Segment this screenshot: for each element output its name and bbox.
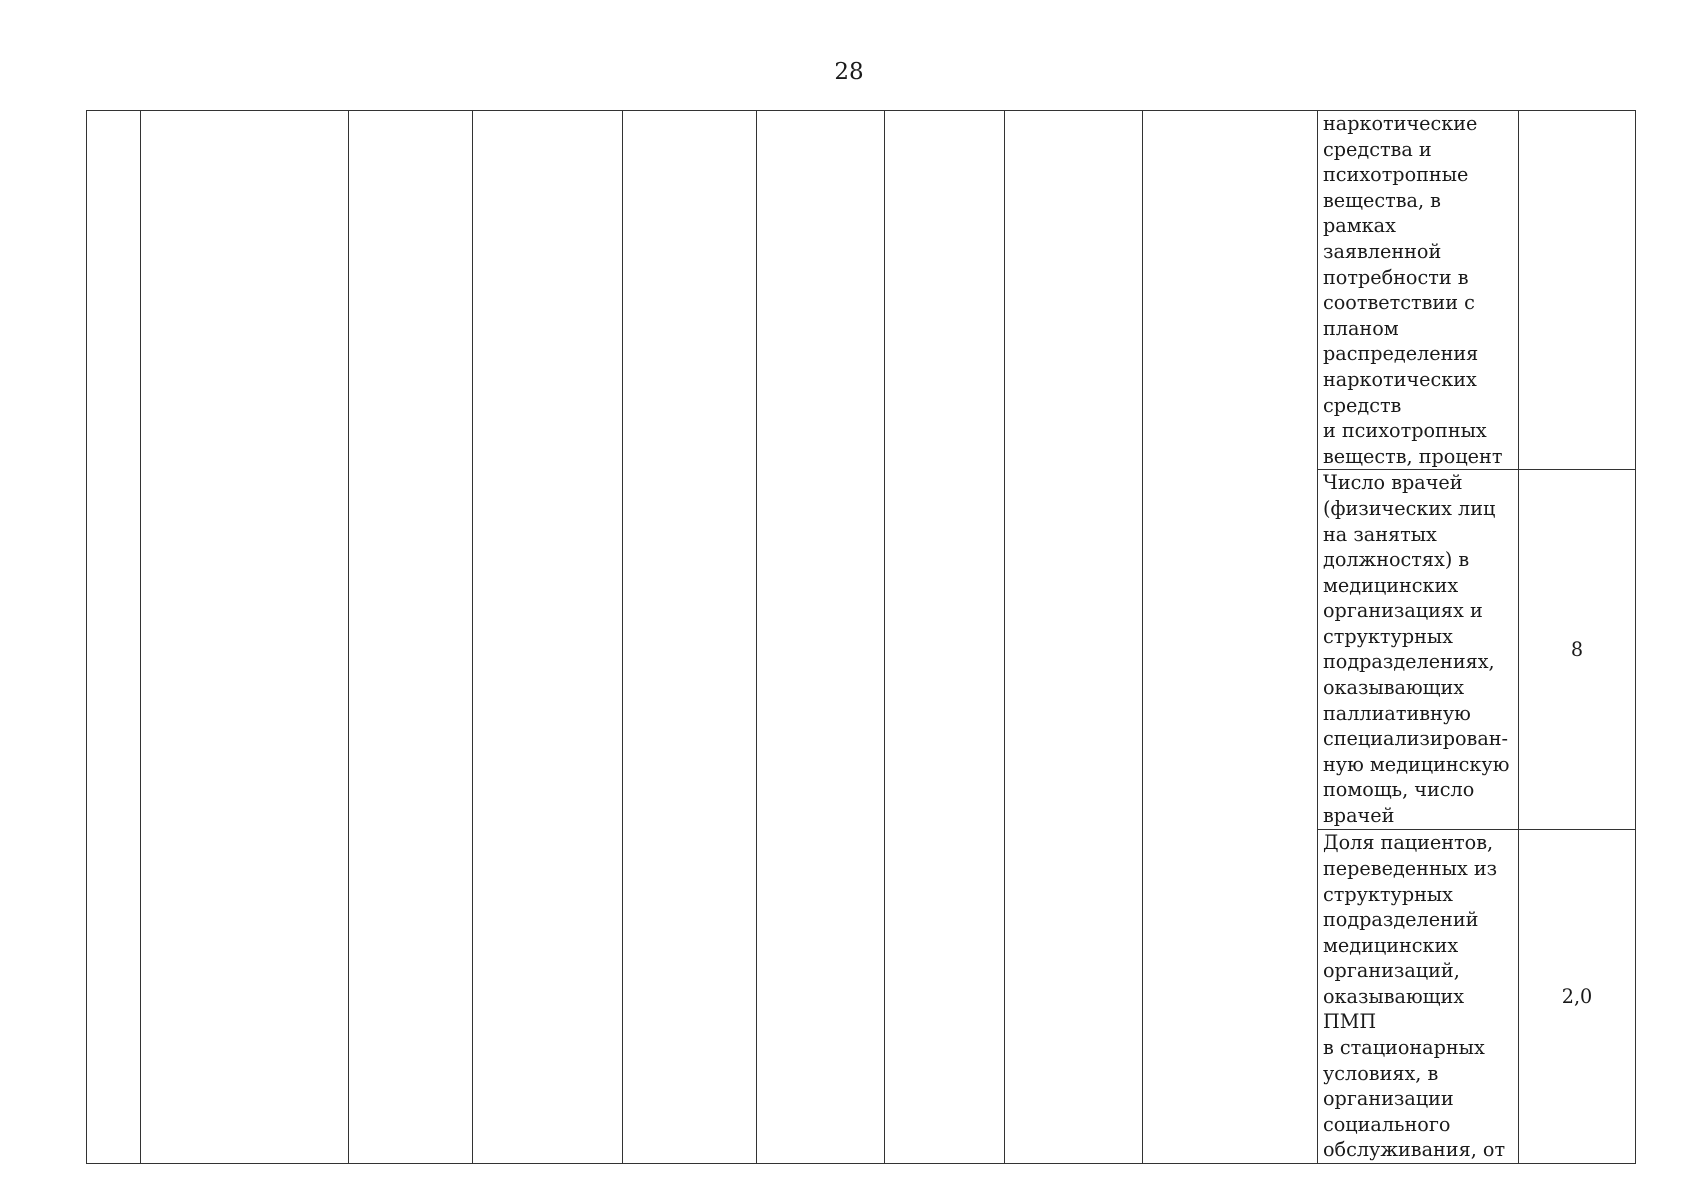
target-value-cell: 8 xyxy=(1519,470,1636,830)
target-value-cell xyxy=(1519,111,1636,470)
column-empty-cell xyxy=(1143,111,1318,1164)
table-row xyxy=(87,111,1636,470)
column-empty-cell xyxy=(141,111,349,1164)
column-number-cell xyxy=(87,111,141,1164)
indicator-cell: наркотические средства и психотропные вещества, в рамках заявленной потребности в соответствии с планом распределения наркотических средств и психотропных веществ, процент xyxy=(1318,111,1519,470)
column-empty-cell xyxy=(349,111,473,1164)
column-empty-cell xyxy=(885,111,1005,1164)
column-empty-cell xyxy=(473,111,623,1164)
indicator-cell: Доля пациентов, переведенных из структурных подразделений медицинских организаций, оказывающих ПМП в стационарных условиях, в организации социального обслуживания, от xyxy=(1318,830,1519,1164)
indicators-table xyxy=(86,110,1636,1164)
page-number: 28 xyxy=(834,59,864,85)
column-empty-cell xyxy=(757,111,885,1164)
column-empty-cell xyxy=(1005,111,1143,1164)
target-value-cell: 2,0 xyxy=(1519,830,1636,1164)
column-empty-cell xyxy=(623,111,757,1164)
indicator-cell: Число врачей (физических лиц на занятых должностях) в медицинских организациях и структурных подразделениях, оказывающих паллиативную специализирован- ную медицинскую помощь, число врачей xyxy=(1318,470,1519,830)
